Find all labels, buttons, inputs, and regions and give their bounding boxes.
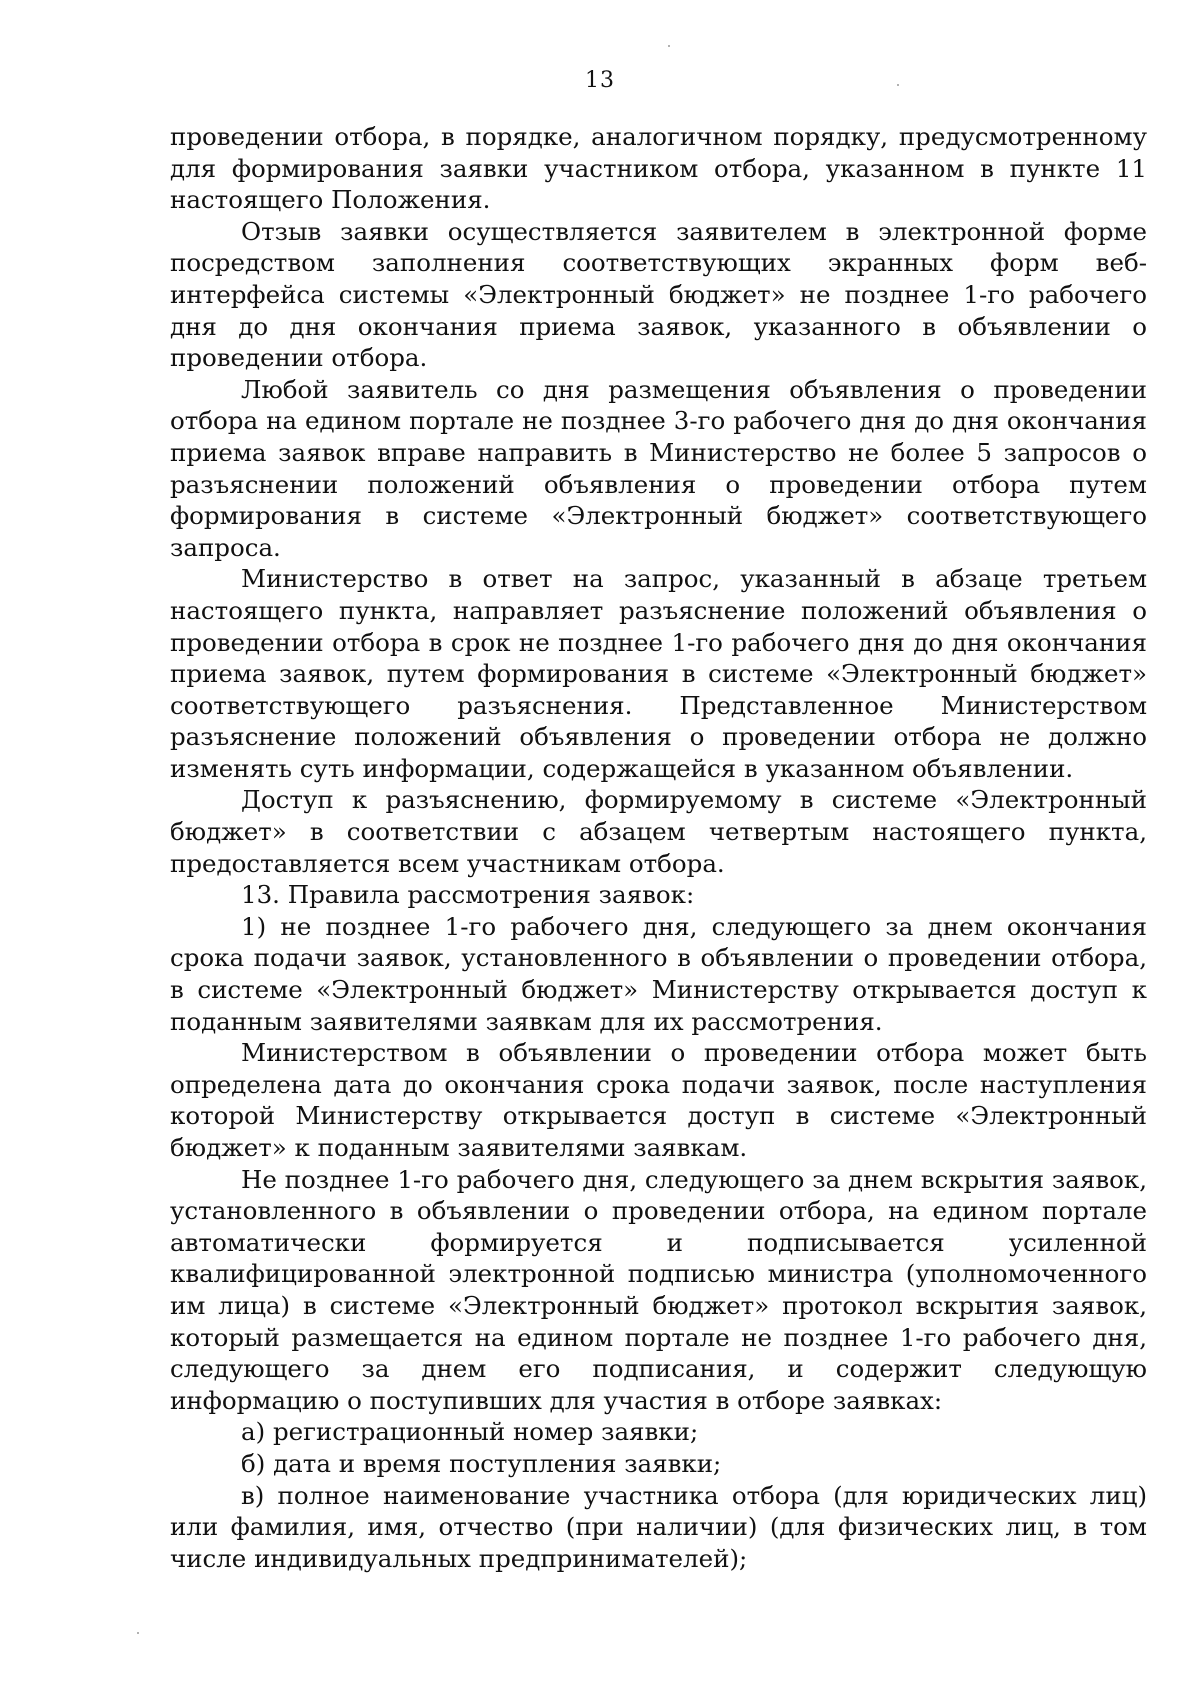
scan-speck [668, 45, 670, 47]
paragraph: Доступ к разъяснению, формируемому в системе «Электронный бюджет» в соответствии с абзацем четвертым настоящего пункта, предоставляется всем участникам отбора. [170, 785, 1147, 878]
page-number: 13 [585, 68, 615, 93]
list-item: б) дата и время поступления заявки; [241, 1448, 722, 1478]
paragraph: проведении отбора, в порядке, аналогичном порядку, предусмотренному для формирования заявки участником отбора, указанном в пункте 11 настоящего Положения. [170, 122, 1147, 215]
paragraph: Любой заявитель со дня размещения объявления о проведении отбора на едином портале не позднее 3-го рабочего дня до дня окончания приема заявок вправе направить в Министерство не более 5 запросов о разъяснении положений объявления о проведении отбора путем формирования в системе «Электронный бюджет» соответствующего запроса. [170, 374, 1147, 562]
paragraph: Министерством в объявлении о проведении отбора может быть определена дата до окончания срока подачи заявок, после наступления которой Министерству открывается доступ в системе «Электронный бюджет» к поданным заявителями заявкам. [170, 1038, 1147, 1162]
list-item: в) полное наименование участника отбора (для юридических лиц) или фамилия, имя, отчество (при наличии) (для физических лиц, в том числе индивидуальных предпринимателей); [170, 1480, 1147, 1573]
paragraph: Министерство в ответ на запрос, указанный в абзаце третьем настоящего пункта, направляет разъяснение положений объявления о проведении отбора в срок не позднее 1-го рабочего дня до дня окончания приема заявок, путем формирования в системе «Электронный бюджет» соответствующего разъяснения. Представленное Министерством разъяснение положений объявления о проведении отбора не должно изменять суть информации, содержащейся в указанном объявлении. [170, 564, 1147, 783]
paragraph: Отзыв заявки осуществляется заявителем в электронной форме посредством заполнения соответствующих экранных форм веб-интерфейса системы «Электронный бюджет» не позднее 1-го рабочего дня до дня окончания приема заявок, указанного в объявлении о проведении отбора. [170, 216, 1147, 373]
section-heading: 13. Правила рассмотрения заявок: [241, 880, 695, 910]
paragraph: Не позднее 1-го рабочего дня, следующего за днем вскрытия заявок, установленного в объявлении о проведении отбора, на едином портале автоматически формируется и подписывается усиленной квалифицированной электронной подписью министра (уполномоченного им лица) в системе «Электронный бюджет» протокол вскрытия заявок, который размещается на едином портале не позднее 1-го рабочего дня, следующего за днем его подписания, и содержит следующую информацию о поступивших для участия в отборе заявках: [170, 1164, 1147, 1415]
document-body [170, 121, 1147, 1574]
scan-speck [137, 1632, 139, 1634]
list-item: а) регистрационный номер заявки; [241, 1417, 699, 1447]
paragraph: 1) не позднее 1-го рабочего дня, следующего за днем окончания срока подачи заявок, установленного в объявлении о проведении отбора, в системе «Электронный бюджет» Министерству открывается доступ к поданным заявителями заявкам для их рассмотрения. [170, 911, 1147, 1036]
